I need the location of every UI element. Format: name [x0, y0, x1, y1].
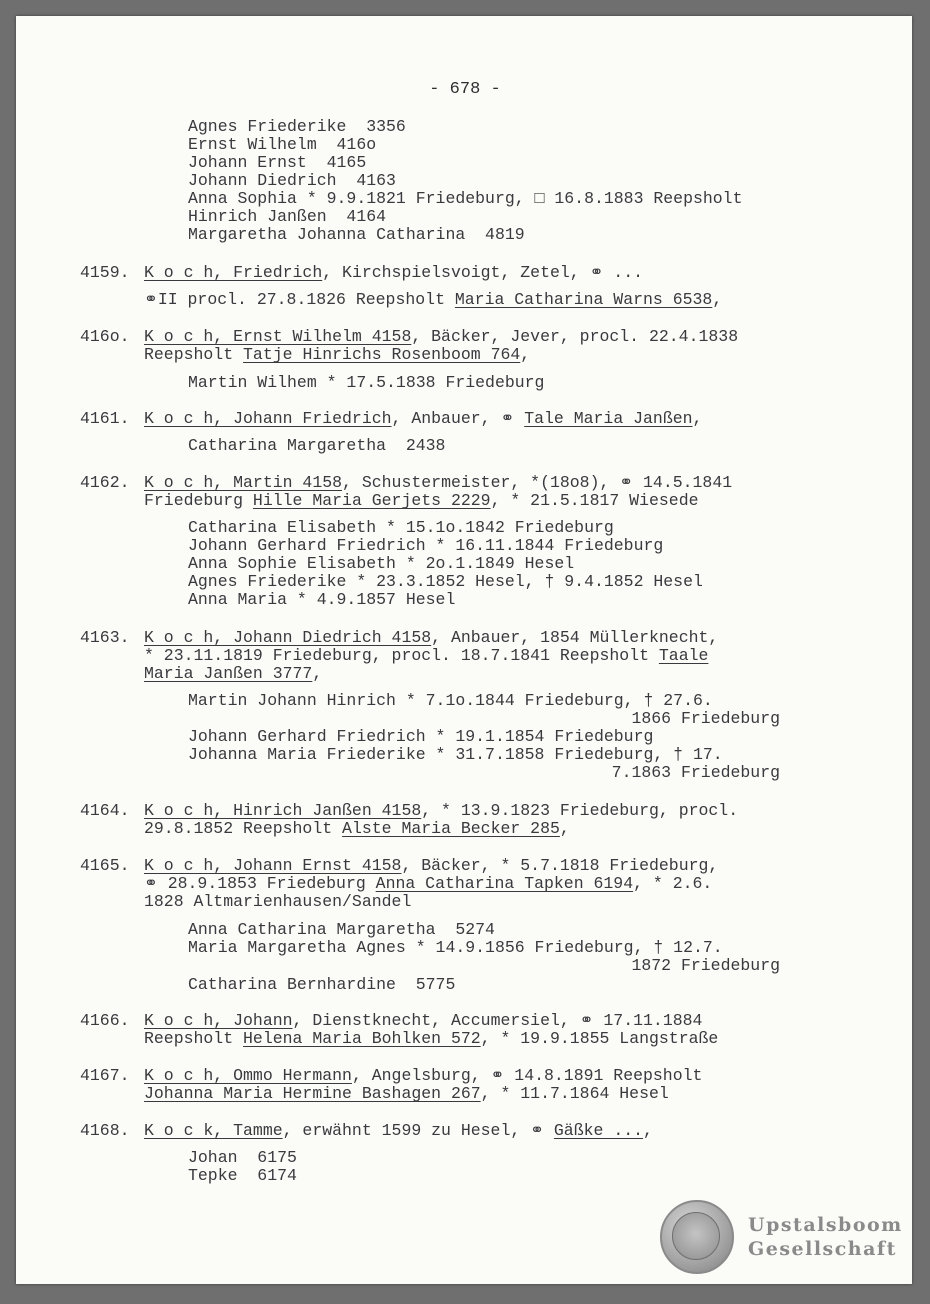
logo-text	[748, 1213, 903, 1261]
entry-text: , Anbauer, 1854 Müllerknecht,	[431, 628, 719, 647]
child-line: Margaretha Johanna Catharina 4819	[188, 225, 525, 244]
entry-text: , * 11.7.1864 Hesel	[480, 1084, 669, 1103]
entry-4165-line3: 1828 Altmarienhausen/Sandel	[144, 892, 412, 911]
child-line: Johann Diedrich 4163	[188, 171, 396, 190]
entry-text: ⚭ 28.9.1853 Friedeburg	[144, 874, 376, 893]
entry-name: K o c h, Johann Ernst 4158	[144, 856, 402, 875]
child-line-continued: 1866 Friedeburg	[631, 709, 780, 728]
entry-number: 4159.	[80, 263, 130, 282]
seal-inner-ring	[672, 1212, 720, 1260]
entry-4163-line1	[144, 629, 718, 647]
child-line: Johanna Maria Friederike * 31.7.1858 Friedeburg, † 17.	[188, 745, 723, 764]
child-line: Maria Margaretha Agnes * 14.9.1856 Friedeburg, † 12.7.	[188, 938, 723, 957]
entry-name: K o c h, Friedrich	[144, 263, 323, 282]
entry-text: ,	[312, 664, 323, 683]
entry-name: K o c h, Johann Diedrich 4158	[144, 628, 432, 647]
entry-text: Reepsholt	[144, 1029, 244, 1048]
entry-4160-line1	[144, 328, 738, 346]
entry-text: , Schustermeister, *(18o8), ⚭ 14.5.1841	[342, 473, 733, 492]
entry-number: 4164.	[80, 801, 130, 820]
spouse-name: Anna Catharina Tapken 6194	[375, 874, 634, 893]
child-line: Johann Gerhard Friedrich * 19.1.1854 Friedeburg	[188, 727, 654, 746]
entry-text: ⚭II procl. 27.8.1826 Reepsholt	[144, 290, 455, 309]
entry-text: , * 13.9.1823 Friedeburg, procl.	[421, 801, 739, 820]
entry-name: K o c k, Tamme	[144, 1121, 283, 1140]
entry-4168-line1	[144, 1122, 653, 1140]
entry-4167-line2	[144, 1085, 669, 1103]
upstalsboom-logo	[660, 1200, 903, 1274]
entry-text: , Bäcker, Jever, procl. 22.4.1838	[411, 327, 739, 346]
spouse-name: Hille Maria Gerjets 2229	[252, 491, 491, 510]
entry-4165-line1	[144, 857, 718, 875]
entry-text: ,	[559, 819, 570, 838]
entry-text: , Bäcker, * 5.7.1818 Friedeburg,	[401, 856, 719, 875]
spouse-name: Maria Catharina Warns 6538	[454, 290, 713, 309]
child-line: Anna Sophie Elisabeth * 2o.1.1849 Hesel	[188, 554, 575, 573]
child-line: Anna Catharina Margaretha 5274	[188, 920, 495, 939]
entry-number: 416o.	[80, 327, 130, 346]
entry-text: ,	[643, 1121, 653, 1140]
entry-4164-line2	[144, 820, 570, 838]
child-line: Catharina Bernhardine 5775	[188, 975, 456, 994]
entry-4160-line2	[144, 346, 530, 364]
entry-4166-line2	[144, 1030, 718, 1048]
entry-number: 4168.	[80, 1121, 130, 1140]
entry-4163-line3	[144, 665, 322, 683]
child-line: Johann Gerhard Friedrich * 16.11.1844 Friedeburg	[188, 536, 664, 555]
entry-text: ,	[692, 409, 703, 428]
entry-4161-line1	[144, 410, 702, 428]
child-line-continued: 1872 Friedeburg	[631, 956, 780, 975]
entry-text: * 23.11.1819 Friedeburg, procl. 18.7.1841 Reepsholt	[144, 646, 659, 665]
entry-name: K o c h, Martin 4158	[144, 473, 343, 492]
child-line: Johann Ernst 4165	[188, 153, 367, 172]
child-line: Hinrich Janßen 4164	[188, 207, 387, 226]
child-line: Agnes Friederike 3356	[188, 117, 406, 136]
page-number: - 678 -	[429, 80, 501, 99]
entry-text: , * 2.6.	[633, 874, 713, 893]
entry-text: Friedeburg	[144, 491, 253, 510]
logo-line1: Upstalsboom	[748, 1214, 903, 1236]
entry-name: K o c h, Johann	[144, 1011, 293, 1030]
entry-name: K o c h, Johann Friedrich	[144, 409, 392, 428]
entry-4167-line1	[144, 1067, 702, 1085]
entry-4166-line1	[144, 1012, 702, 1030]
entry-number: 4166.	[80, 1011, 130, 1030]
entry-number: 4167.	[80, 1066, 130, 1085]
entry-text: , Anbauer, ⚭	[391, 409, 525, 428]
child-line-continued: 7.1863 Friedeburg	[611, 763, 780, 782]
entry-4163-line2	[144, 647, 708, 665]
spouse-name: Maria Janßen 3777	[144, 664, 313, 683]
entry-text: , Dienstknecht, Accumersiel, ⚭ 17.11.1884	[292, 1011, 703, 1030]
child-line: Johan 6175	[188, 1148, 297, 1167]
entry-text: 29.8.1852 Reepsholt	[144, 819, 343, 838]
spouse-name: Tale Maria Janßen	[524, 409, 693, 428]
entry-text: , erwähnt 1599 zu Hesel, ⚭	[282, 1121, 554, 1140]
entry-4159-line2	[144, 291, 722, 309]
entry-text: , Angelsburg, ⚭ 14.8.1891 Reepsholt	[351, 1066, 703, 1085]
spouse-name: Johanna Maria Hermine Bashagen 267	[144, 1084, 481, 1103]
entry-name: K o c h, Hinrich Janßen 4158	[144, 801, 422, 820]
child-line: Martin Johann Hinrich * 7.1o.1844 Friedeburg, † 27.6.	[188, 691, 713, 710]
entry-text: Reepsholt	[144, 345, 244, 364]
child-line: Agnes Friederike * 23.3.1852 Hesel, † 9.4.1852 Hesel	[188, 572, 703, 591]
entry-text: , * 19.9.1855 Langstraße	[480, 1029, 719, 1048]
entry-text: ,	[712, 290, 723, 309]
spouse-name: Alste Maria Becker 285	[342, 819, 560, 838]
child-line: Catharina Margaretha 2438	[188, 436, 446, 455]
entry-4162-line2	[144, 492, 699, 510]
seal-icon	[660, 1200, 734, 1274]
child-line: Tepke 6174	[188, 1166, 297, 1185]
entry-4164-line1	[144, 802, 738, 820]
child-line: Catharina Elisabeth * 15.1o.1842 Friedeburg	[188, 518, 614, 537]
child-line: Anna Sophia * 9.9.1821 Friedeburg, □ 16.8.1883 Reepsholt	[188, 189, 743, 208]
entry-number: 4162.	[80, 473, 130, 492]
spouse-name: Helena Maria Bohlken 572	[243, 1029, 481, 1048]
child-line: Anna Maria * 4.9.1857 Hesel	[188, 590, 456, 609]
entry-4162-line1	[144, 474, 732, 492]
entry-text: ,	[520, 345, 531, 364]
spouse-name: Tatje Hinrichs Rosenboom 764	[243, 345, 521, 364]
entry-4159-line1	[144, 264, 643, 282]
entry-4165-line2	[144, 875, 712, 893]
child-line: Ernst Wilhelm 416o	[188, 135, 377, 154]
spouse-name: Gäßke ...	[553, 1121, 644, 1140]
logo-line2: Gesellschaft	[748, 1238, 897, 1260]
child-line: Martin Wilhem * 17.5.1838 Friedeburg	[188, 373, 545, 392]
entry-number: 4161.	[80, 409, 130, 428]
entry-text: , * 21.5.1817 Wiesede	[490, 491, 699, 510]
entry-number: 4165.	[80, 856, 130, 875]
entry-name: K o c h, Ommo Hermann	[144, 1066, 352, 1085]
entry-name: K o c h, Ernst Wilhelm 4158	[144, 327, 412, 346]
spouse-name: Taale	[658, 646, 709, 665]
entry-number: 4163.	[80, 628, 130, 647]
entry-text: , Kirchspielsvoigt, Zetel, ⚭ ...	[322, 263, 644, 282]
